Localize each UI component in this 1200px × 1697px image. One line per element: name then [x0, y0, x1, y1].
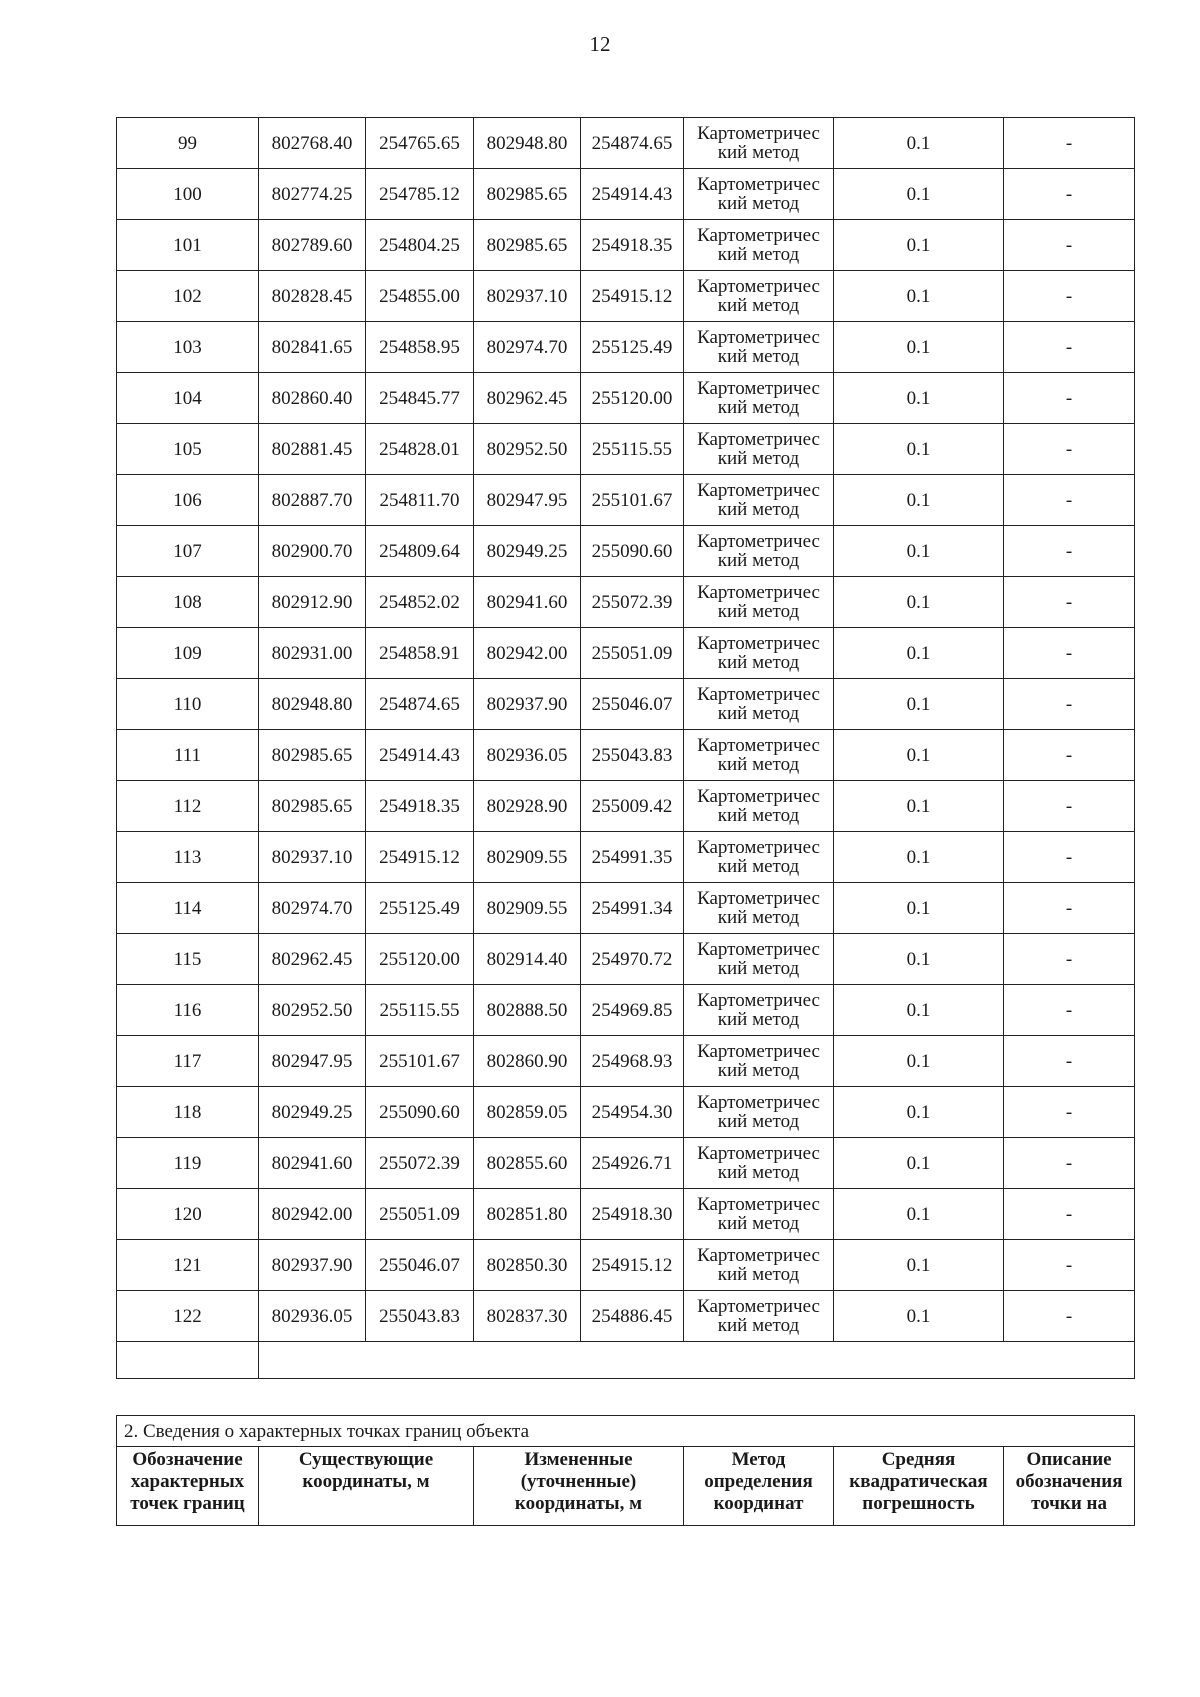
updated-x-cell: 802914.40	[474, 934, 581, 985]
page-number: 12	[589, 32, 611, 56]
updated-y-cell: 254991.35	[581, 832, 684, 883]
method-line: кий метод	[717, 805, 800, 826]
method-cell	[684, 373, 834, 424]
updated-x-cell: 802947.95	[474, 475, 581, 526]
error-cell: 0.1	[834, 679, 1004, 730]
header-line: характерных	[130, 1471, 245, 1492]
updated-y-cell: 255115.55	[581, 424, 684, 475]
updated-x-cell: 802928.90	[474, 781, 581, 832]
method-line: кий метод	[717, 1009, 800, 1030]
method-line: кий метод	[717, 550, 800, 571]
existing-x-cell: 802952.50	[259, 985, 366, 1036]
description-cell: -	[1004, 781, 1135, 832]
existing-x-cell: 802881.45	[259, 424, 366, 475]
updated-x-cell: 802837.30	[474, 1291, 581, 1342]
updated-x-cell: 802937.10	[474, 271, 581, 322]
header-mean-error	[834, 1447, 1004, 1526]
description-cell: -	[1004, 424, 1135, 475]
point-id-cell: 107	[117, 526, 259, 577]
header-description	[1004, 1447, 1135, 1526]
existing-x-cell: 802948.80	[259, 679, 366, 730]
section2-header-row	[117, 1447, 1135, 1526]
point-id-cell: 102	[117, 271, 259, 322]
existing-x-cell: 802974.70	[259, 883, 366, 934]
point-id-cell: 99	[117, 118, 259, 169]
header-line: точек границ	[130, 1493, 245, 1514]
method-line: Картометричес	[697, 429, 820, 450]
method-line: Картометричес	[697, 276, 820, 297]
method-line: Картометричес	[697, 531, 820, 552]
table-row	[117, 1087, 1135, 1138]
updated-x-cell: 802936.05	[474, 730, 581, 781]
updated-x-cell: 802948.80	[474, 118, 581, 169]
method-line: Картометричес	[697, 684, 820, 705]
method-cell	[684, 322, 834, 373]
updated-y-cell: 255125.49	[581, 322, 684, 373]
updated-x-cell: 802949.25	[474, 526, 581, 577]
updated-x-cell: 802855.60	[474, 1138, 581, 1189]
method-line: Картометричес	[697, 990, 820, 1011]
point-id-cell: 114	[117, 883, 259, 934]
header-line: квадратическая	[849, 1471, 988, 1492]
error-cell: 0.1	[834, 832, 1004, 883]
description-cell: -	[1004, 1138, 1135, 1189]
error-cell: 0.1	[834, 1138, 1004, 1189]
method-line: Картометричес	[697, 888, 820, 909]
error-cell: 0.1	[834, 118, 1004, 169]
table-row	[117, 1240, 1135, 1291]
point-id-cell: 120	[117, 1189, 259, 1240]
description-cell: -	[1004, 373, 1135, 424]
existing-y-cell: 254828.01	[366, 424, 474, 475]
method-cell	[684, 730, 834, 781]
existing-x-cell: 802941.60	[259, 1138, 366, 1189]
method-cell	[684, 832, 834, 883]
error-cell: 0.1	[834, 526, 1004, 577]
existing-y-cell: 254874.65	[366, 679, 474, 730]
existing-x-cell: 802936.05	[259, 1291, 366, 1342]
header-line: координаты, м	[302, 1471, 430, 1492]
header-line: точки на	[1031, 1493, 1107, 1514]
method-cell	[684, 271, 834, 322]
method-cell	[684, 118, 834, 169]
method-line: Картометричес	[697, 837, 820, 858]
point-id-cell: 113	[117, 832, 259, 883]
table-row	[117, 1138, 1135, 1189]
method-line: кий метод	[717, 193, 800, 214]
existing-y-cell: 254858.91	[366, 628, 474, 679]
description-cell: -	[1004, 934, 1135, 985]
point-id-cell: 110	[117, 679, 259, 730]
section2-title-row	[117, 1416, 1135, 1447]
section2-title: 2. Сведения о характерных точках границ объекта	[117, 1416, 1135, 1447]
existing-y-cell: 254804.25	[366, 220, 474, 271]
method-line: кий метод	[717, 295, 800, 316]
existing-y-cell: 255125.49	[366, 883, 474, 934]
updated-x-cell: 802888.50	[474, 985, 581, 1036]
table-row	[117, 1291, 1135, 1342]
method-line: Картометричес	[697, 480, 820, 501]
header-line: Существующие	[298, 1449, 434, 1470]
error-cell: 0.1	[834, 883, 1004, 934]
section2-table	[116, 1415, 1135, 1526]
updated-y-cell: 255090.60	[581, 526, 684, 577]
table-row	[117, 118, 1135, 169]
table-row	[117, 883, 1135, 934]
method-line: кий метод	[717, 652, 800, 673]
method-line: кий метод	[717, 448, 800, 469]
point-id-cell: 112	[117, 781, 259, 832]
description-cell: -	[1004, 220, 1135, 271]
error-cell: 0.1	[834, 475, 1004, 526]
header-line: Метод	[731, 1449, 786, 1470]
existing-y-cell: 254811.70	[366, 475, 474, 526]
updated-y-cell: 254886.45	[581, 1291, 684, 1342]
point-id-cell: 106	[117, 475, 259, 526]
method-line: кий метод	[717, 703, 800, 724]
existing-y-cell: 255046.07	[366, 1240, 474, 1291]
method-line: кий метод	[717, 1315, 800, 1336]
header-line: (уточненные)	[520, 1471, 637, 1492]
existing-y-cell: 255072.39	[366, 1138, 474, 1189]
method-cell	[684, 475, 834, 526]
method-cell	[684, 169, 834, 220]
header-updated-coords	[474, 1447, 684, 1526]
table-row	[117, 220, 1135, 271]
method-line: Картометричес	[697, 174, 820, 195]
updated-y-cell: 254915.12	[581, 271, 684, 322]
method-cell	[684, 526, 834, 577]
header-line: Описание	[1026, 1449, 1112, 1470]
updated-y-cell: 254968.93	[581, 1036, 684, 1087]
header-line: определения	[704, 1471, 813, 1492]
error-cell: 0.1	[834, 1240, 1004, 1291]
description-cell: -	[1004, 1189, 1135, 1240]
table-row	[117, 577, 1135, 628]
error-cell: 0.1	[834, 1087, 1004, 1138]
point-id-cell: 116	[117, 985, 259, 1036]
header-point-designation	[117, 1447, 259, 1526]
table-row	[117, 832, 1135, 883]
method-line: кий метод	[717, 754, 800, 775]
updated-x-cell: 802859.05	[474, 1087, 581, 1138]
header-line: обозначения	[1015, 1471, 1123, 1492]
error-cell: 0.1	[834, 271, 1004, 322]
method-line: Картометричес	[697, 1245, 820, 1266]
existing-x-cell: 802937.90	[259, 1240, 366, 1291]
method-line: кий метод	[717, 907, 800, 928]
method-line: кий метод	[717, 1162, 800, 1183]
description-cell: -	[1004, 322, 1135, 373]
header-line: координаты, м	[514, 1493, 643, 1514]
point-id-cell: 117	[117, 1036, 259, 1087]
existing-y-cell: 254785.12	[366, 169, 474, 220]
point-id-cell: 103	[117, 322, 259, 373]
method-cell	[684, 628, 834, 679]
existing-y-cell: 255090.60	[366, 1087, 474, 1138]
error-cell: 0.1	[834, 373, 1004, 424]
error-cell: 0.1	[834, 220, 1004, 271]
updated-y-cell: 254918.30	[581, 1189, 684, 1240]
point-id-cell: 104	[117, 373, 259, 424]
table-row	[117, 781, 1135, 832]
method-line: кий метод	[717, 499, 800, 520]
method-cell	[684, 577, 834, 628]
existing-y-cell: 254858.95	[366, 322, 474, 373]
point-id-cell: 119	[117, 1138, 259, 1189]
method-line: Картометричес	[697, 1194, 820, 1215]
method-cell	[684, 1291, 834, 1342]
description-cell: -	[1004, 526, 1135, 577]
updated-x-cell: 802909.55	[474, 883, 581, 934]
table-row	[117, 730, 1135, 781]
point-id-cell: 118	[117, 1087, 259, 1138]
updated-x-cell: 802860.90	[474, 1036, 581, 1087]
error-cell: 0.1	[834, 1036, 1004, 1087]
updated-y-cell: 255046.07	[581, 679, 684, 730]
existing-y-cell: 255051.09	[366, 1189, 474, 1240]
existing-y-cell: 255101.67	[366, 1036, 474, 1087]
error-cell: 0.1	[834, 322, 1004, 373]
method-cell	[684, 781, 834, 832]
existing-x-cell: 802841.65	[259, 322, 366, 373]
existing-x-cell: 802912.90	[259, 577, 366, 628]
empty-row	[117, 1342, 1135, 1379]
method-cell	[684, 934, 834, 985]
existing-x-cell: 802962.45	[259, 934, 366, 985]
updated-y-cell: 254969.85	[581, 985, 684, 1036]
table-row	[117, 628, 1135, 679]
existing-y-cell: 254809.64	[366, 526, 474, 577]
updated-y-cell: 254954.30	[581, 1087, 684, 1138]
description-cell: -	[1004, 1291, 1135, 1342]
method-line: Картометричес	[697, 633, 820, 654]
updated-y-cell: 255101.67	[581, 475, 684, 526]
error-cell: 0.1	[834, 1189, 1004, 1240]
header-line: Измененные	[524, 1449, 633, 1470]
updated-x-cell: 802942.00	[474, 628, 581, 679]
point-id-cell: 105	[117, 424, 259, 475]
updated-x-cell: 802941.60	[474, 577, 581, 628]
point-id-cell: 121	[117, 1240, 259, 1291]
table-row	[117, 271, 1135, 322]
error-cell: 0.1	[834, 1291, 1004, 1342]
method-line: Картометричес	[697, 1041, 820, 1062]
existing-y-cell: 254845.77	[366, 373, 474, 424]
method-cell	[684, 1138, 834, 1189]
table-row	[117, 934, 1135, 985]
point-id-cell: 100	[117, 169, 259, 220]
description-cell: -	[1004, 628, 1135, 679]
description-cell: -	[1004, 1240, 1135, 1291]
existing-y-cell: 254918.35	[366, 781, 474, 832]
existing-y-cell: 255043.83	[366, 1291, 474, 1342]
point-id-cell: 111	[117, 730, 259, 781]
method-line: кий метод	[717, 958, 800, 979]
method-line: Картометричес	[697, 735, 820, 756]
method-line: кий метод	[717, 1213, 800, 1234]
method-cell	[684, 1036, 834, 1087]
method-line: кий метод	[717, 397, 800, 418]
updated-y-cell: 254991.34	[581, 883, 684, 934]
point-id-cell: 122	[117, 1291, 259, 1342]
empty-cell	[259, 1342, 1135, 1379]
method-line: Картометричес	[697, 225, 820, 246]
updated-x-cell: 802909.55	[474, 832, 581, 883]
method-line: Картометричес	[697, 1296, 820, 1317]
updated-y-cell: 254918.35	[581, 220, 684, 271]
existing-x-cell: 802949.25	[259, 1087, 366, 1138]
existing-x-cell: 802947.95	[259, 1036, 366, 1087]
header-line: координат	[713, 1493, 804, 1514]
method-line: Картометричес	[697, 582, 820, 603]
updated-x-cell: 802985.65	[474, 220, 581, 271]
existing-x-cell: 802774.25	[259, 169, 366, 220]
existing-y-cell: 254914.43	[366, 730, 474, 781]
description-cell: -	[1004, 118, 1135, 169]
empty-cell	[117, 1342, 259, 1379]
existing-y-cell: 255115.55	[366, 985, 474, 1036]
existing-x-cell: 802768.40	[259, 118, 366, 169]
updated-y-cell: 255009.42	[581, 781, 684, 832]
coordinates-table	[116, 117, 1135, 1379]
updated-x-cell: 802937.90	[474, 679, 581, 730]
description-cell: -	[1004, 679, 1135, 730]
error-cell: 0.1	[834, 730, 1004, 781]
point-id-cell: 101	[117, 220, 259, 271]
table-row	[117, 169, 1135, 220]
table-row	[117, 679, 1135, 730]
updated-y-cell: 254926.71	[581, 1138, 684, 1189]
existing-x-cell: 802937.10	[259, 832, 366, 883]
updated-x-cell: 802952.50	[474, 424, 581, 475]
method-cell	[684, 679, 834, 730]
method-cell	[684, 883, 834, 934]
point-id-cell: 108	[117, 577, 259, 628]
point-id-cell: 109	[117, 628, 259, 679]
updated-x-cell: 802985.65	[474, 169, 581, 220]
table-row	[117, 424, 1135, 475]
updated-y-cell: 254970.72	[581, 934, 684, 985]
method-cell	[684, 1189, 834, 1240]
method-line: кий метод	[717, 346, 800, 367]
existing-x-cell: 802931.00	[259, 628, 366, 679]
updated-x-cell: 802850.30	[474, 1240, 581, 1291]
table-row	[117, 526, 1135, 577]
error-cell: 0.1	[834, 985, 1004, 1036]
method-line: кий метод	[717, 1060, 800, 1081]
existing-y-cell: 254855.00	[366, 271, 474, 322]
existing-x-cell: 802942.00	[259, 1189, 366, 1240]
method-line: кий метод	[717, 1111, 800, 1132]
header-line: Средняя	[881, 1449, 956, 1470]
method-cell	[684, 985, 834, 1036]
description-cell: -	[1004, 883, 1135, 934]
method-line: Картометричес	[697, 1092, 820, 1113]
method-cell	[684, 424, 834, 475]
table-row	[117, 1036, 1135, 1087]
existing-x-cell: 802985.65	[259, 781, 366, 832]
header-method	[684, 1447, 834, 1526]
description-cell: -	[1004, 985, 1135, 1036]
method-cell	[684, 1087, 834, 1138]
method-line: Картометричес	[697, 1143, 820, 1164]
existing-x-cell: 802828.45	[259, 271, 366, 322]
table-row	[117, 373, 1135, 424]
existing-y-cell: 255120.00	[366, 934, 474, 985]
method-line: кий метод	[717, 1264, 800, 1285]
updated-y-cell: 255072.39	[581, 577, 684, 628]
table-row	[117, 985, 1135, 1036]
description-cell: -	[1004, 475, 1135, 526]
description-cell: -	[1004, 1036, 1135, 1087]
description-cell: -	[1004, 169, 1135, 220]
method-cell	[684, 1240, 834, 1291]
method-line: кий метод	[717, 856, 800, 877]
error-cell: 0.1	[834, 577, 1004, 628]
existing-y-cell: 254765.65	[366, 118, 474, 169]
table-row	[117, 1189, 1135, 1240]
existing-x-cell: 802789.60	[259, 220, 366, 271]
updated-y-cell: 255051.09	[581, 628, 684, 679]
method-line: Картометричес	[697, 123, 820, 144]
updated-y-cell: 255043.83	[581, 730, 684, 781]
error-cell: 0.1	[834, 781, 1004, 832]
header-line: Обозначение	[132, 1449, 243, 1470]
description-cell: -	[1004, 1087, 1135, 1138]
method-line: Картометричес	[697, 786, 820, 807]
existing-y-cell: 254915.12	[366, 832, 474, 883]
existing-y-cell: 254852.02	[366, 577, 474, 628]
existing-x-cell: 802860.40	[259, 373, 366, 424]
error-cell: 0.1	[834, 169, 1004, 220]
updated-y-cell: 254914.43	[581, 169, 684, 220]
method-line: кий метод	[717, 601, 800, 622]
method-line: кий метод	[717, 244, 800, 265]
header-existing-coords	[259, 1447, 474, 1526]
error-cell: 0.1	[834, 934, 1004, 985]
description-cell: -	[1004, 577, 1135, 628]
method-line: Картометричес	[697, 327, 820, 348]
error-cell: 0.1	[834, 628, 1004, 679]
header-line: погрешность	[862, 1493, 975, 1514]
existing-x-cell: 802887.70	[259, 475, 366, 526]
coordinates-table-body	[117, 118, 1135, 1379]
updated-x-cell: 802974.70	[474, 322, 581, 373]
table-row	[117, 322, 1135, 373]
updated-x-cell: 802962.45	[474, 373, 581, 424]
error-cell: 0.1	[834, 424, 1004, 475]
method-cell	[684, 220, 834, 271]
point-id-cell: 115	[117, 934, 259, 985]
updated-y-cell: 254874.65	[581, 118, 684, 169]
existing-x-cell: 802900.70	[259, 526, 366, 577]
method-line: Картометричес	[697, 378, 820, 399]
description-cell: -	[1004, 832, 1135, 883]
updated-y-cell: 254915.12	[581, 1240, 684, 1291]
method-line: кий метод	[717, 142, 800, 163]
method-line: Картометричес	[697, 939, 820, 960]
table-row	[117, 475, 1135, 526]
updated-x-cell: 802851.80	[474, 1189, 581, 1240]
description-cell: -	[1004, 730, 1135, 781]
existing-x-cell: 802985.65	[259, 730, 366, 781]
updated-y-cell: 255120.00	[581, 373, 684, 424]
description-cell: -	[1004, 271, 1135, 322]
